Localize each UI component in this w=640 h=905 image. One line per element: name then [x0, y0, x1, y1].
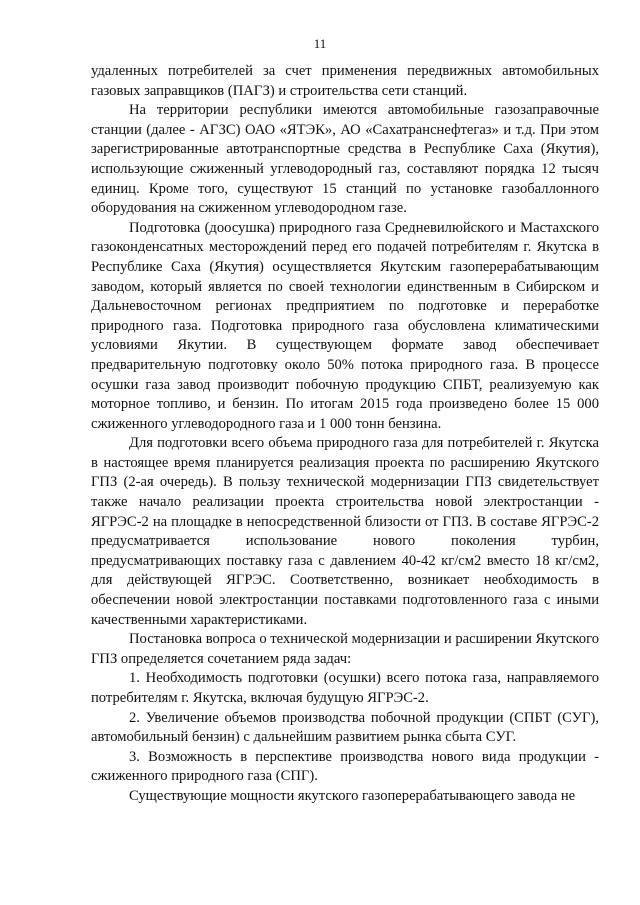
paragraph-continuation: удаленных потребителей за счет применения передвижных автомобильных газовых заправщиков (ПАГЗ) и строительства сети станций.	[91, 63, 599, 99]
paragraph-gas-preparation: Подготовка (доосушка) природного газа Средневилюйского и Мастахского газоконденсатных месторождений перед его подачей потребителям г. Якутска в Республике Саха (Якутия) осуществляется Якутским газоперерабатывающим заводом, который является по своей технологии единственным в Сибирском и Дальневосточном регионах предприятием по подготовке и переработке природного газа. Подготовка природного газа обусловлена климатическими условиями Якутии. В существующем формате завод обеспечивает предварительную подготовку около 50% потока природного газа. В процессе осушки газа завод производит побочную продукцию СПБТ, реализуемую как моторное топливо, и бензин. По итогам 2015 года произведено более 15 000 сжиженного углеводородного газа и 1 000 тонн бензина.	[91, 219, 599, 432]
page-number: 11	[313, 36, 327, 51]
list-item-task-2: 2. Увеличение объемов производства побочной продукции (СПБТ (СУГ), автомобильный бензин) с дальнейшим развитием рынка сбыта СУГ.	[91, 709, 599, 746]
paragraph-gas-stations: На территории республики имеются автомобильные газозаправочные станции (далее - АГЗС) ОАО «ЯТЭК», АО «Сахатранснефтегаз» и т.д. При этом зарегистрированные автотранспортные средства в Республике Саха (Якутия), использующие сжиженный углеводородный газ, составляют порядка 12 тысяч единиц. Кроме того, существуют 15 станций по установке газобаллонного оборудования на сжиженном углеводородном газе.	[91, 102, 599, 217]
paragraph-gpz-expansion: Для подготовки всего объема природного газа для потребителей г. Якутска в настоящее время планируется реализация проекта по расширению Якутского ГПЗ (2-ая очередь). В пользу технической модернизации ГПЗ свидетельствует также начало реализации проекта строительства новой электростанции - ЯГРЭС-2 на площадке в непосредственной близости от ГПЗ. В составе ЯГРЭС-2 предусматривается использование нового поколения турбин, предусматривающих поставку газа с давлением 40-42 кг/см2 вместо 18 кг/см2, для действующей ЯГРЭС. Соответственно, возникает необходимость в обеспечении новой электростанции поставками подготовленного газа с иными качественными характеристиками.	[91, 435, 599, 628]
paragraph-existing-capacity: Существующие мощности якутского газоперерабатывающего завода не	[129, 787, 576, 804]
paragraph-modernization-tasks-intro: Постановка вопроса о технической модернизации и расширении Якутского ГПЗ определяется сочетанием ряда задач:	[91, 631, 599, 667]
list-item-task-3: 3. Возможность в перспективе производства нового вида продукции - сжиженного природного газа (СПГ).	[91, 748, 599, 785]
document-body	[91, 62, 599, 807]
list-item-task-1: 1. Необходимость подготовки (осушки) всего потока газа, направляемого потребителям г. Якутска, включая будущую ЯГРЭС-2.	[91, 670, 599, 706]
